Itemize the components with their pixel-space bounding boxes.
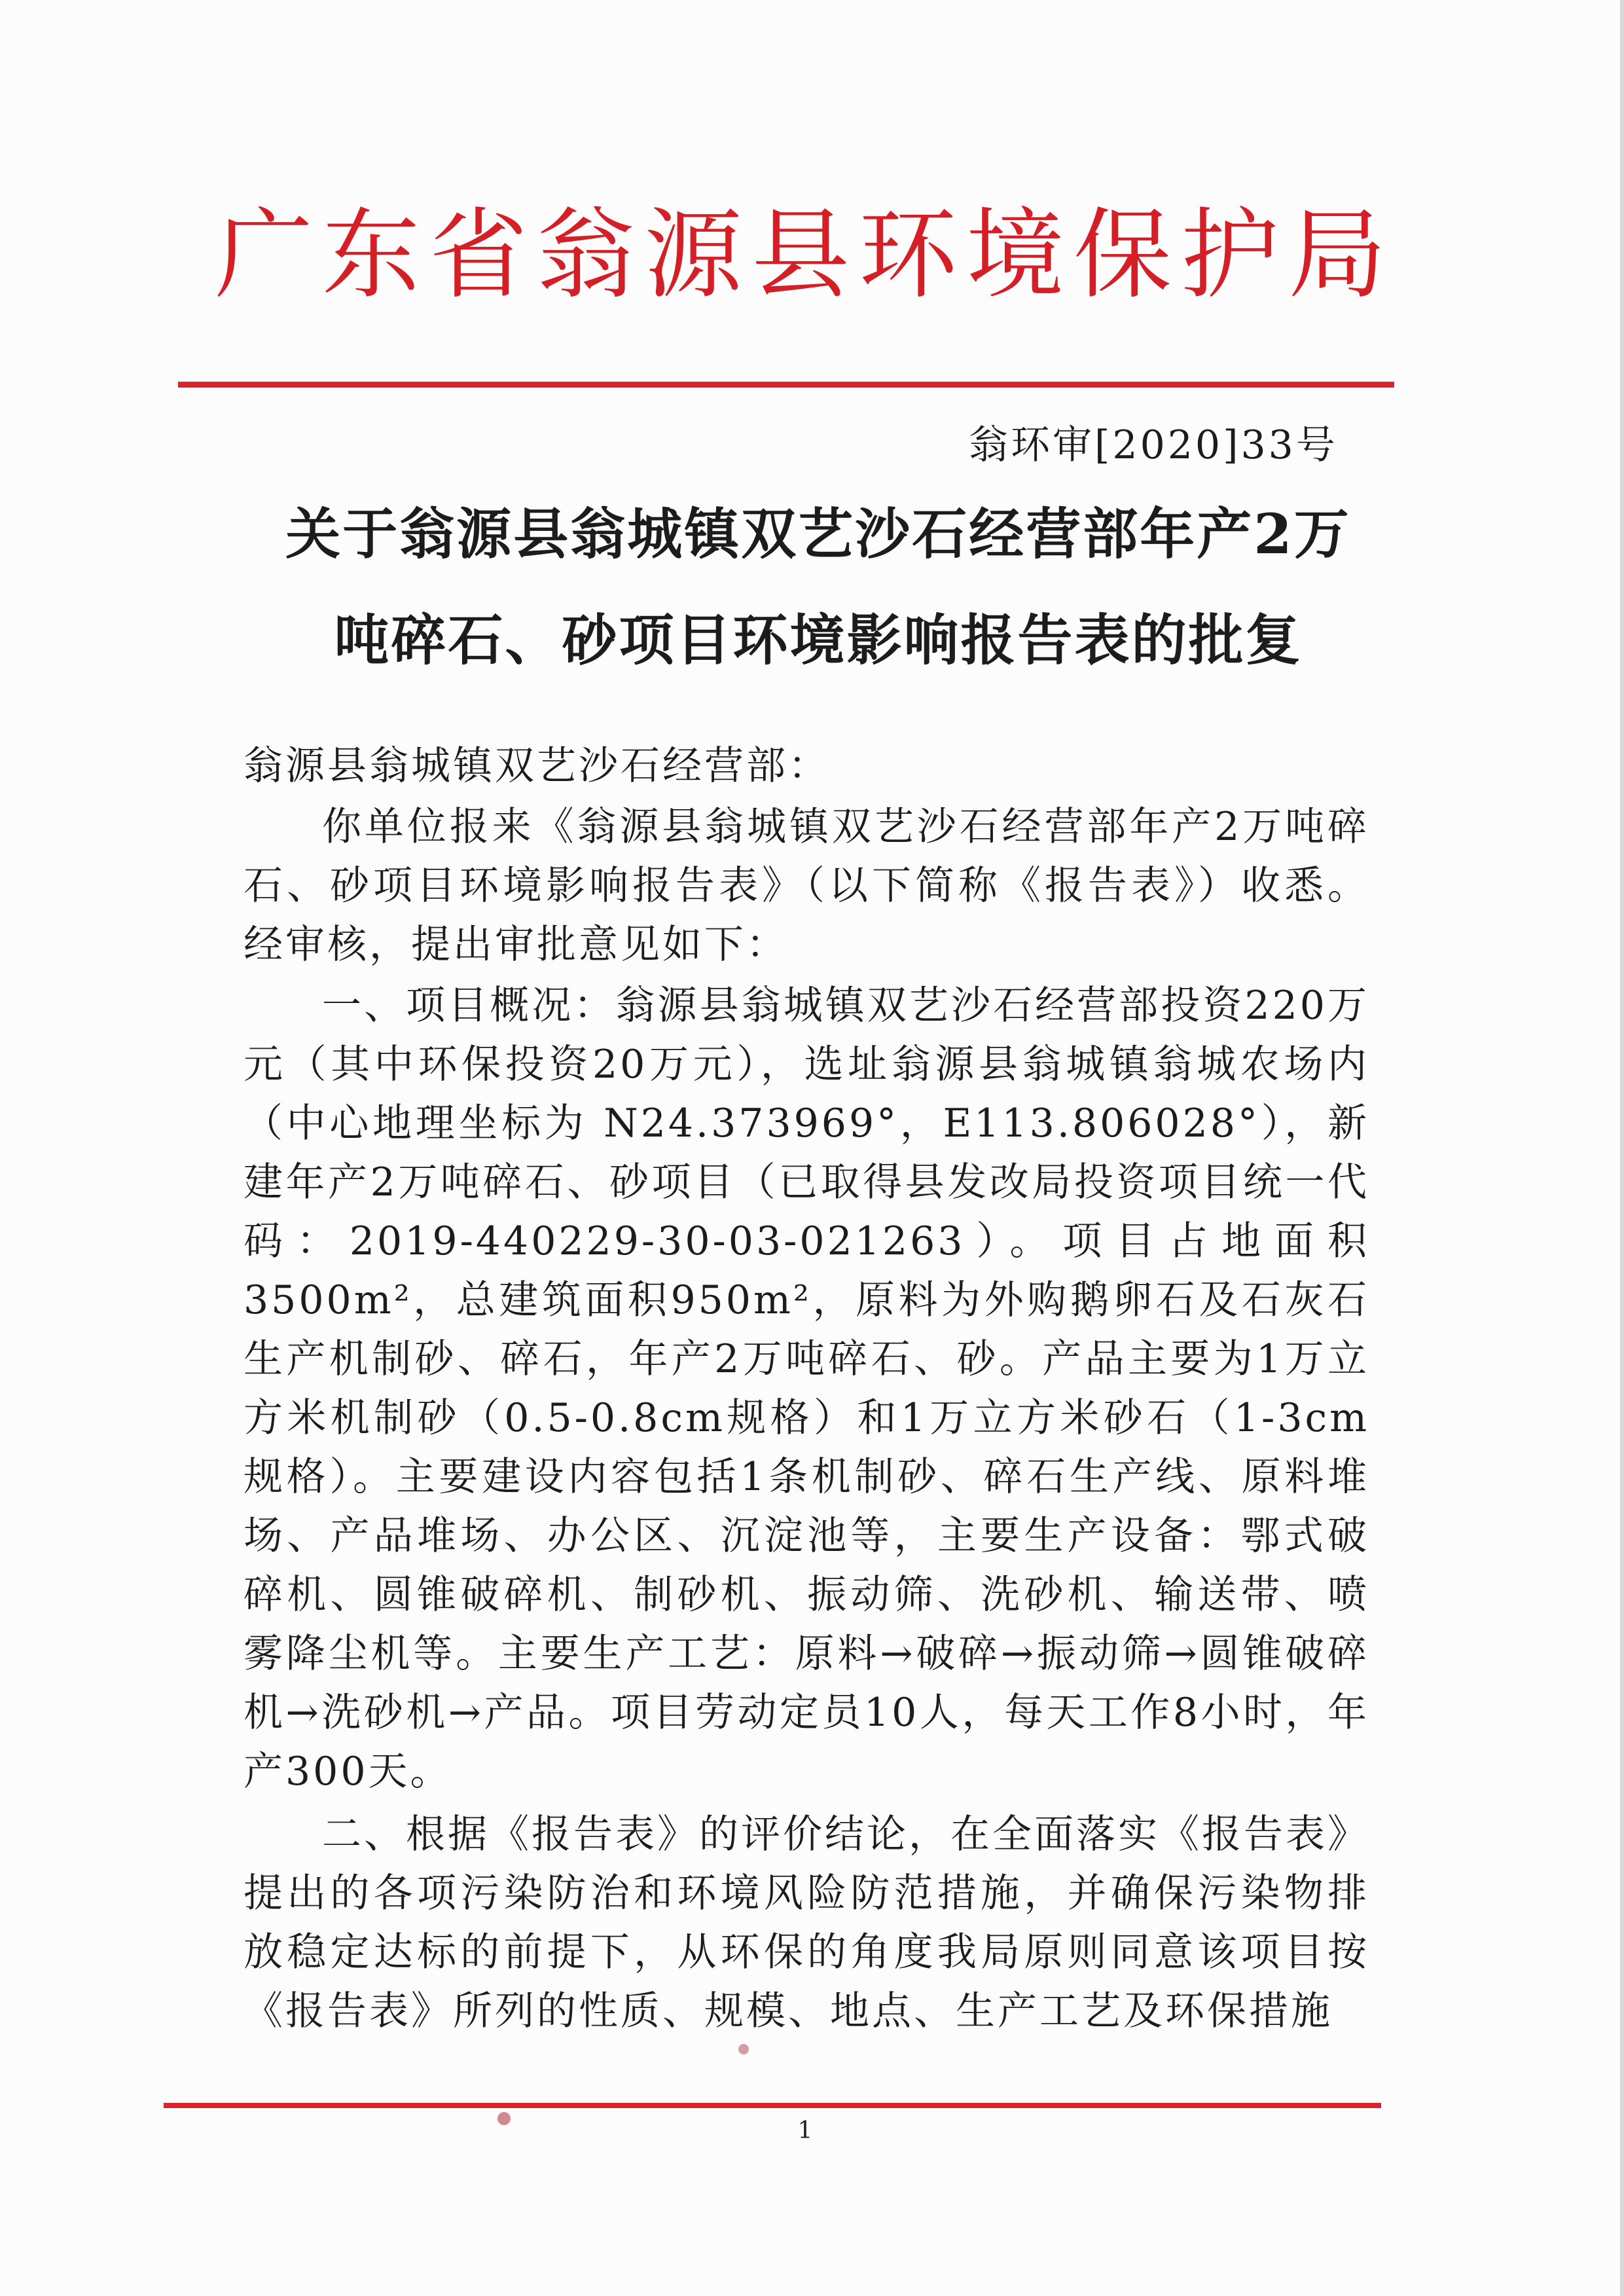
ink-spot: [738, 2044, 749, 2054]
document-title-line-1: 关于翁源县翁城镇双艺沙石经营部年产2万: [285, 501, 1351, 566]
header-red-rule: [178, 382, 1394, 388]
agency-header-title: 广东省翁源县环境保护局: [214, 198, 1396, 312]
ink-spot: [497, 2112, 511, 2125]
paragraph-project-overview: 一、项目概况：翁源县翁城镇双艺沙石经营部投资220万元（其中环保投资20万元），选址翁源县翁城镇翁城农场内（中心地理坐标为 N24.373969°，E113.806028°），新建年产2万吨碎石、砂项目（已取得县发改局投资项目统一代码：2019-440229-30-03-021263）。项目占地面积3500m²，总建筑面积950m²，原料为外购鹅卵石及石灰石生产机制砂、碎石，年产2万吨碎石、砂。产品主要为1万立方米机制砂（0.5-0.8cm规格）和1万立方米砂石（1-3cm规格）。主要建设内容包括1条机制砂、碎石生产线、原料堆场、产品堆场、办公区、沉淀池等，主要生产设备：鄂式破碎机、圆锥破碎机、制砂机、振动筛、洗砂机、输送带、喷雾降尘机等。主要生产工艺：原料→破碎→振动筛→圆锥破碎机→洗砂机→产品。项目劳动定员10人，每天工作8小时，年产300天。: [244, 983, 1369, 1795]
paragraph-approval-opinion: 二、根据《报告表》的评价结论，在全面落实《报告表》提出的各项污染防治和环境风险防范措施，并确保污染物排放稳定达标的前提下，从环保的角度我局原则同意该项目按《报告表》所列的性质、规模、地点、生产工艺及环保措施: [244, 1812, 1369, 2034]
document-number: 翁环审[2020]33号: [969, 422, 1338, 468]
paragraph-intro: 你单位报来《翁源县翁城镇双艺沙石经营部年产2万吨碎石、砂项目环境影响报告表》（以下简称《报告表》）收悉。经审核，提出审批意见如下：: [244, 804, 1369, 968]
salutation: 翁源县翁城镇双艺沙石经营部：: [244, 743, 830, 789]
page-number: 1: [797, 2117, 813, 2144]
document-title-line-2: 吨碎石、砂项目环境影响报告表的批复: [334, 608, 1303, 672]
page-edge: [1620, 0, 1624, 2296]
footer-red-rule: [164, 2103, 1381, 2108]
